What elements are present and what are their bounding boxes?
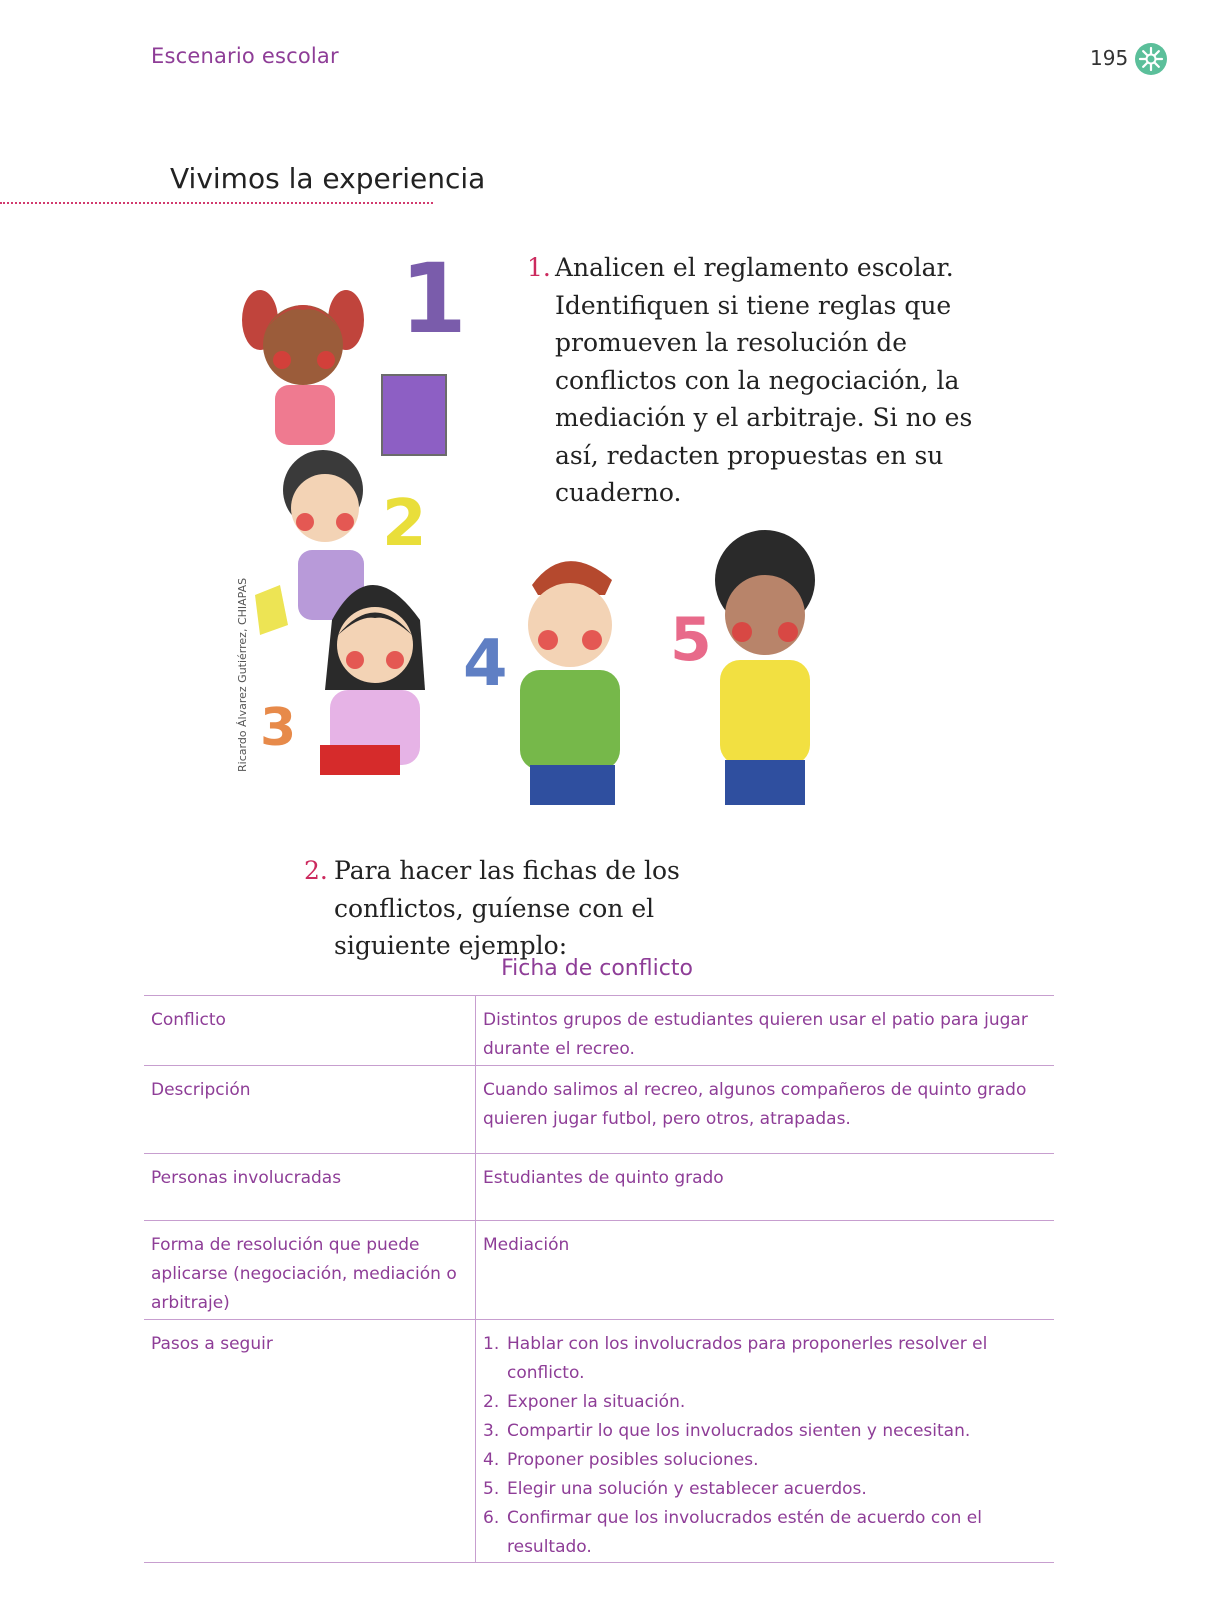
list-item: 2. Exponer la situación. [483,1392,686,1412]
conflict-form-table [144,995,1054,1563]
sun-flower-icon [1134,42,1168,76]
row-value: Cuando salimos al recreo, algunos compañeros de quinto grado quieren jugar futbol, pero otros, atrapadas. [476,1066,1055,1154]
section-title: Vivimos la experiencia [170,162,486,195]
table-row [144,1320,1054,1563]
number-one: 1 [400,250,467,355]
row-value: Mediación [476,1221,1055,1320]
child-5-figure [715,530,815,805]
list-item: 1. Hablar con los involucrados para proponerles resolver el conflicto. [483,1334,988,1383]
illustration-credit: Ricardo Álvarez Gutiérrez, CHIAPAS [236,577,249,772]
children-illustration [220,250,860,830]
number-four: 4 [463,627,508,701]
list-item: 4. Proponer posibles soluciones. [483,1450,759,1470]
row-label: Forma de resolución que puede aplicarse (negociación, mediación o arbitraje) [144,1221,476,1320]
row-label: Pasos a seguir [144,1320,476,1563]
step-2 [304,852,764,965]
row-label: Personas involucradas [144,1154,476,1221]
number-five: 5 [670,605,712,675]
table-row [144,1221,1054,1320]
child-4-figure [520,561,620,805]
row-value [476,1320,1055,1563]
step-1-number: 1. [527,253,551,282]
row-label: Conflicto [144,996,476,1066]
page-number: 195 [1090,46,1129,70]
number-three: 3 [260,698,297,758]
child-3-figure [320,585,425,775]
row-value: Estudiantes de quinto grado [476,1154,1055,1221]
list-item: 6. Confirmar que los involucrados estén de acuerdo con el resultado. [483,1508,982,1557]
list-item: 5. Elegir una solución y establecer acuerdos. [483,1479,867,1499]
table-row [144,996,1054,1066]
step-2-number: 2. [304,856,328,885]
row-value: Distintos grupos de estudiantes quieren usar el patio para jugar durante el recreo. [476,996,1055,1066]
step-2-text: Para hacer las fichas de los conflictos, guíense con el siguiente ejemplo: [334,856,680,960]
number-two: 2 [382,487,427,561]
list-item: 3. Compartir lo que los involucrados sienten y necesitan. [483,1421,971,1441]
table-row [144,1154,1054,1221]
row-label: Descripción [144,1066,476,1154]
steps-list [483,1330,1048,1562]
table-title: Ficha de conflicto [501,956,693,981]
step-1-text: Analicen el reglamento escolar. Identifiquen si tiene reglas que promueven la resolución de conflictos con la negociación, la mediación y el arbitraje. Si no es así, redacten propuestas en su cuaderno. [555,253,973,507]
title-divider [0,202,433,204]
section-header: Escenario escolar [151,44,339,68]
table-row [144,1066,1054,1154]
